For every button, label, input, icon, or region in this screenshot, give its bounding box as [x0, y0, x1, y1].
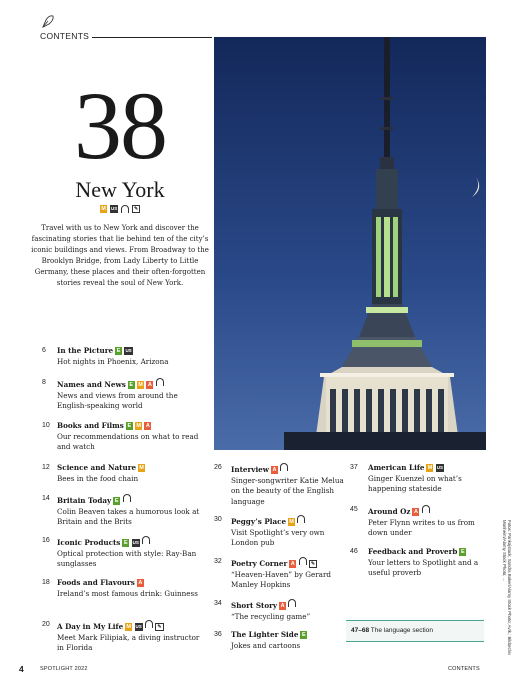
header-rule	[92, 37, 212, 38]
toc-description: Bees in the food chain	[57, 473, 139, 483]
level-medium-icon: M	[139, 465, 144, 471]
audio-icon	[156, 378, 164, 386]
toc-title: Short Story	[231, 601, 278, 610]
toc-description: Hot nights in Phoenix, Arizona	[57, 356, 169, 366]
toc-title: Names and News	[57, 380, 126, 389]
toc-page-number: 46	[350, 548, 358, 555]
audio-icon	[145, 620, 153, 628]
toc-item[interactable]	[214, 599, 346, 621]
pen-nib-icon	[40, 14, 56, 30]
toc-description: Meet Mark Filipiak, a diving instructor in Florida	[57, 632, 200, 652]
toc-title: Poetry Corner	[231, 559, 288, 568]
toc-page-number: 8	[42, 379, 46, 386]
toc-item[interactable]	[42, 536, 212, 568]
toc-title: Around Oz	[368, 507, 411, 516]
toc-description: Peter Flynn writes to us from down under	[368, 517, 475, 537]
exercise-icon: ✎	[133, 206, 139, 212]
us-english-icon: US	[436, 465, 444, 470]
toc-title: In the Picture	[57, 346, 114, 355]
toc-item[interactable]	[42, 494, 212, 526]
feature-title: New York	[75, 177, 165, 202]
toc-page-number: 37	[350, 464, 358, 471]
level-advanced-icon: A	[272, 467, 277, 473]
toc-item[interactable]	[42, 378, 212, 410]
toc-title: Iconic Products	[57, 538, 121, 547]
toc-description: Jokes and cartoons	[231, 640, 301, 650]
level-advanced-icon: A	[280, 603, 285, 609]
toc-description: Singer-songwriter Katie Melua on the beauty of the English language	[231, 475, 344, 506]
toc-item[interactable]	[42, 463, 212, 485]
toc-title: Science and Nature	[57, 463, 137, 472]
level-advanced-icon: A	[145, 423, 150, 429]
toc-description: News and views from around the English-speaking world	[57, 390, 178, 410]
toc-page-number: 20	[42, 621, 50, 628]
level-medium-icon: M	[126, 624, 131, 630]
audio-icon	[422, 505, 430, 513]
toc-page-number: 18	[42, 579, 50, 586]
toc-title: A Day in My Life	[57, 622, 124, 631]
level-medium-icon: M	[289, 519, 294, 525]
us-english-icon: US	[111, 206, 118, 211]
toc-item[interactable]	[350, 463, 486, 495]
toc-item[interactable]	[42, 578, 212, 610]
us-english-icon: US	[132, 540, 139, 545]
language-section-link[interactable]	[346, 620, 484, 642]
toc-title: Interview	[231, 465, 269, 474]
toc-item[interactable]	[214, 463, 346, 505]
language-section-range: 47–68	[351, 627, 370, 634]
toc-page-number: 30	[214, 516, 222, 523]
toc-description: Your letters to Spotlight and a useful proverb	[368, 557, 479, 577]
toc-description: Ginger Kuenzel on what’s happening stateside	[368, 473, 462, 493]
level-medium-icon: M	[136, 423, 141, 429]
toc-description: “The recycling game”	[231, 611, 311, 621]
toc-page-number: 32	[214, 558, 222, 565]
toc-item[interactable]	[350, 547, 486, 579]
toc-title: American Life	[368, 463, 425, 472]
audio-icon	[288, 599, 296, 607]
photo-credit: Fotos: Pankajstock; Sandra Baker/Alamy Stock Photo; Avtk.; Bildarchiv Monheim/Alamy Stock Photo; ...	[501, 520, 512, 656]
toc-title: Peggy’s Place	[231, 517, 287, 526]
footer-section-label: CONTENTS	[448, 666, 480, 672]
toc-page-number: 10	[42, 422, 50, 429]
footer-page-number: 4	[19, 664, 24, 674]
level-medium-icon: M	[138, 382, 143, 388]
toc-page-number: 36	[214, 631, 222, 638]
toc-item[interactable]	[42, 421, 212, 453]
level-advanced-icon: A	[413, 509, 418, 515]
level-medium-icon: M	[427, 465, 433, 471]
feature-badges	[100, 205, 140, 213]
level-advanced-icon: A	[290, 561, 295, 567]
audio-icon	[280, 463, 288, 471]
toc-item[interactable]	[350, 505, 486, 537]
toc-page-number: 14	[42, 495, 50, 502]
footer-magazine: SPOTLIGHT 2022	[40, 666, 88, 672]
toc-page-number: 6	[42, 347, 46, 354]
level-medium-icon: M	[101, 206, 106, 212]
toc-title: Britain Today	[57, 496, 112, 505]
exercise-icon: ✎	[157, 624, 162, 630]
toc-title: The Lighter Side	[231, 630, 299, 639]
toc-item[interactable]	[214, 515, 346, 547]
level-easy-icon: E	[302, 632, 306, 638]
level-advanced-icon: A	[138, 580, 143, 586]
audio-icon	[142, 536, 150, 544]
audio-icon	[299, 557, 307, 565]
toc-title: Feedback and Proverb	[368, 547, 458, 556]
level-easy-icon: E	[116, 348, 121, 354]
toc-item[interactable]	[42, 346, 212, 368]
level-easy-icon: E	[124, 540, 128, 546]
language-section-label: The language section	[370, 627, 433, 634]
us-english-icon: US	[125, 348, 132, 353]
exercise-icon: ✎	[310, 561, 316, 567]
level-easy-icon: E	[127, 423, 132, 429]
toc-description: Optical protection with style: Ray-Ban sunglasses	[57, 548, 197, 568]
toc-page-number: 12	[42, 464, 50, 471]
level-easy-icon: E	[129, 382, 134, 388]
toc-title: Books and Films	[57, 421, 124, 430]
level-easy-icon: E	[461, 549, 465, 555]
section-label: CONTENTS	[40, 31, 90, 41]
toc-item[interactable]	[42, 620, 212, 652]
feature-description: Travel with us to New York and discover the fascinating stories that lie behind ten of the city’s iconic buildings and views. From Broadway to the Brooklyn Bridge, from Lady Liberty to Little Germany, these places and their often-forgotten stories reveal the soul of New York.	[31, 224, 209, 287]
toc-page-number: 45	[350, 506, 358, 513]
toc-description: Ireland’s most famous drink: Guinness	[57, 588, 198, 598]
level-advanced-icon: A	[147, 382, 152, 388]
feature-page-number: 38	[74, 72, 166, 179]
us-english-icon: US	[135, 624, 142, 629]
audio-icon	[121, 205, 129, 213]
toc-description: Visit Spotlight’s very own London pub	[231, 527, 325, 547]
audio-icon	[123, 494, 131, 502]
toc-page-number: 34	[214, 600, 222, 607]
toc-page-number: 16	[42, 537, 50, 544]
toc-description: Our recommendations on what to read and watch	[57, 431, 199, 451]
audio-icon	[297, 515, 305, 523]
toc-title: Foods and Flavours	[57, 578, 135, 587]
toc-description: “Heaven-Haven” by Gerard Manley Hopkins	[231, 569, 332, 589]
toc-page-number: 26	[214, 464, 222, 471]
empire-state-building-photo	[214, 37, 486, 450]
toc-item[interactable]	[214, 557, 346, 589]
toc-description: Colin Beaven takes a humorous look at Britain and the Brits	[57, 506, 200, 526]
level-easy-icon: E	[114, 498, 119, 504]
toc-item[interactable]	[214, 630, 346, 652]
